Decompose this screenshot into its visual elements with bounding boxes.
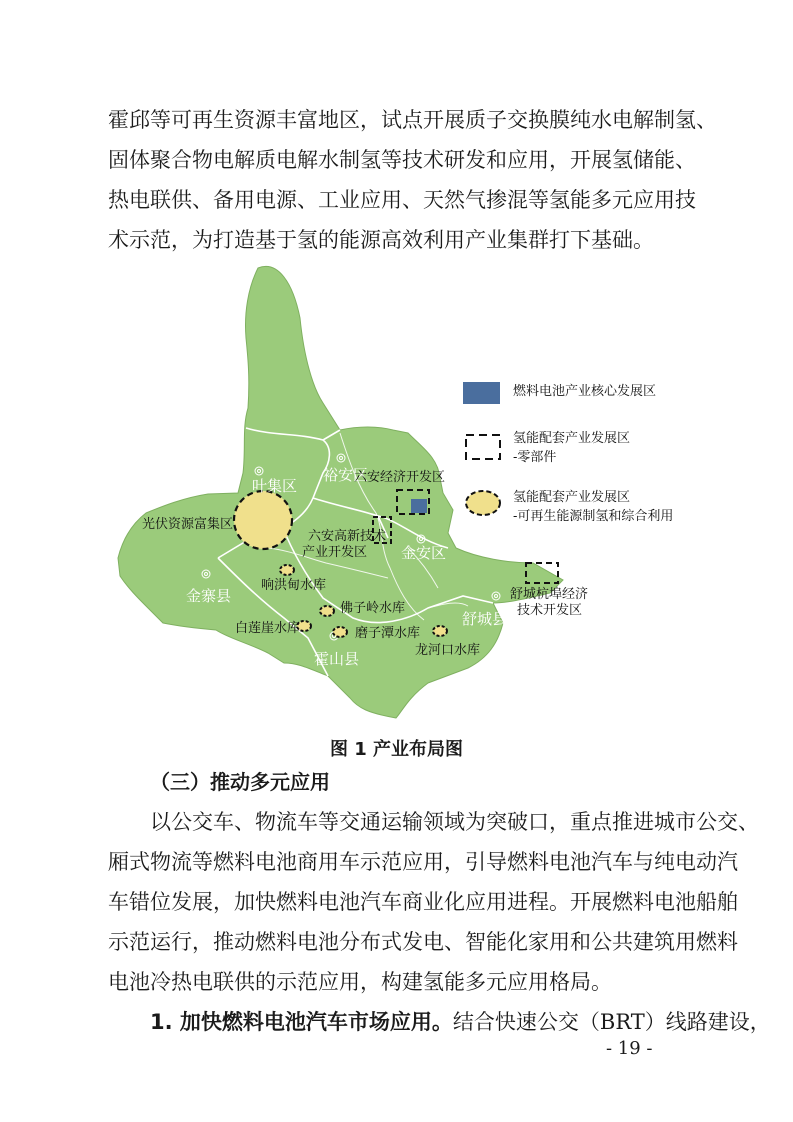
zone-label-shucheng-hangbu: 舒城杭埠经济 xyxy=(510,587,589,602)
zone-label-shucheng-hangbu-2: 技术开发区 xyxy=(517,603,583,618)
page-number: - 19 - xyxy=(606,1038,653,1059)
body-paragraph xyxy=(108,802,771,1042)
paragraph-line: 以公交车、物流车等交通运输领域为突破口，重点推进城市公交、 xyxy=(150,810,759,834)
zone-label-pv-cluster: 光伏资源富集区 xyxy=(142,517,234,532)
zone-label-liuan-hitech: 六安高新技术 xyxy=(308,529,387,544)
county-label-jinzhai: 金寨县 xyxy=(186,587,232,605)
paragraph-line: 厢式物流等燃料电池商用车示范应用，引导燃料电池汽车与纯电动汽 xyxy=(108,850,738,874)
legend-component-swatch xyxy=(466,435,500,459)
paragraph-line: 示范运行，推动燃料电池分布式发电、智能化家用和公共建筑用燃料 xyxy=(108,930,738,954)
pv-cluster-zone xyxy=(234,491,292,549)
county-label-jinan: 金安区 xyxy=(401,544,447,562)
paragraph-line: 热电联供、备用电源、工业应用、天然气掺混等氢能多元应用技 xyxy=(108,188,696,212)
reservoir-zone-longhekou xyxy=(433,626,447,636)
section-heading: （三）推动多元应用 xyxy=(150,770,330,794)
reservoir-label-longhekou: 龙河口水库 xyxy=(415,643,481,658)
subsection-title: 1. 加快燃料电池汽车市场应用。 xyxy=(150,1010,453,1034)
reservoir-label-xianghonggu: 响洪甸水库 xyxy=(261,578,327,593)
subsection-text: 结合快速公交（BRT）线路建设， xyxy=(452,1010,771,1034)
top-paragraph xyxy=(108,100,717,260)
county-label-yeji: 叶集区 xyxy=(252,477,298,495)
county-label-huoqiu: 霍邱县 xyxy=(310,355,356,373)
reservoir-label-mozitan: 磨子潭水库 xyxy=(355,626,421,641)
paragraph-line: 车错位发展，加快燃料电池汽车商业化应用进程。开展燃料电池船舶 xyxy=(108,890,738,914)
reservoir-zone-mozitan xyxy=(333,627,347,637)
county-label-huoshan: 霍山县 xyxy=(314,650,360,668)
paragraph-line: 霍邱等可再生资源丰富地区，试点开展质子交换膜纯水电解制氢、 xyxy=(108,108,717,132)
paragraph-line: 电池冷热电联供的示范应用，构建氢能多元应用格局。 xyxy=(108,970,612,994)
paragraph-line: 术示范，为打造基于氢的能源高效利用产业集群打下基础。 xyxy=(108,228,654,252)
reservoir-label-bailianya: 白莲崖水库 xyxy=(235,621,301,636)
figure-caption: 图 1 产业布局图 xyxy=(329,739,464,760)
reservoir-label-foziling: 佛子岭水库 xyxy=(340,601,406,616)
legend-item-renewable: 氢能配套产业发展区 -可再生能源制氢和综合利用 xyxy=(513,490,674,524)
subsection-line xyxy=(108,1002,771,1042)
legend-core-swatch xyxy=(463,382,500,404)
legend-item-component: 氢能配套产业发展区 -零部件 xyxy=(513,431,631,465)
legend-renewable-swatch xyxy=(466,491,500,515)
county-label-yuan: 裕安区 xyxy=(323,466,369,484)
county-label-shucheng: 舒城县 xyxy=(462,610,508,628)
core-fuel-cell-zone xyxy=(411,499,427,513)
paragraph-line: 固体聚合物电解质电解水制氢等技术研发和应用，开展氢储能、 xyxy=(108,148,696,172)
legend-item-core: 燃料电池产业核心发展区 xyxy=(513,384,657,399)
zone-label-liuan-hitech-2: 产业开发区 xyxy=(302,545,368,560)
reservoir-zone-xianghonggu xyxy=(280,565,294,575)
reservoir-zone-foziling xyxy=(320,606,334,616)
industry-layout-map xyxy=(108,258,698,720)
zone-label-liuan-econ: 六安经济开发区 xyxy=(354,470,446,485)
